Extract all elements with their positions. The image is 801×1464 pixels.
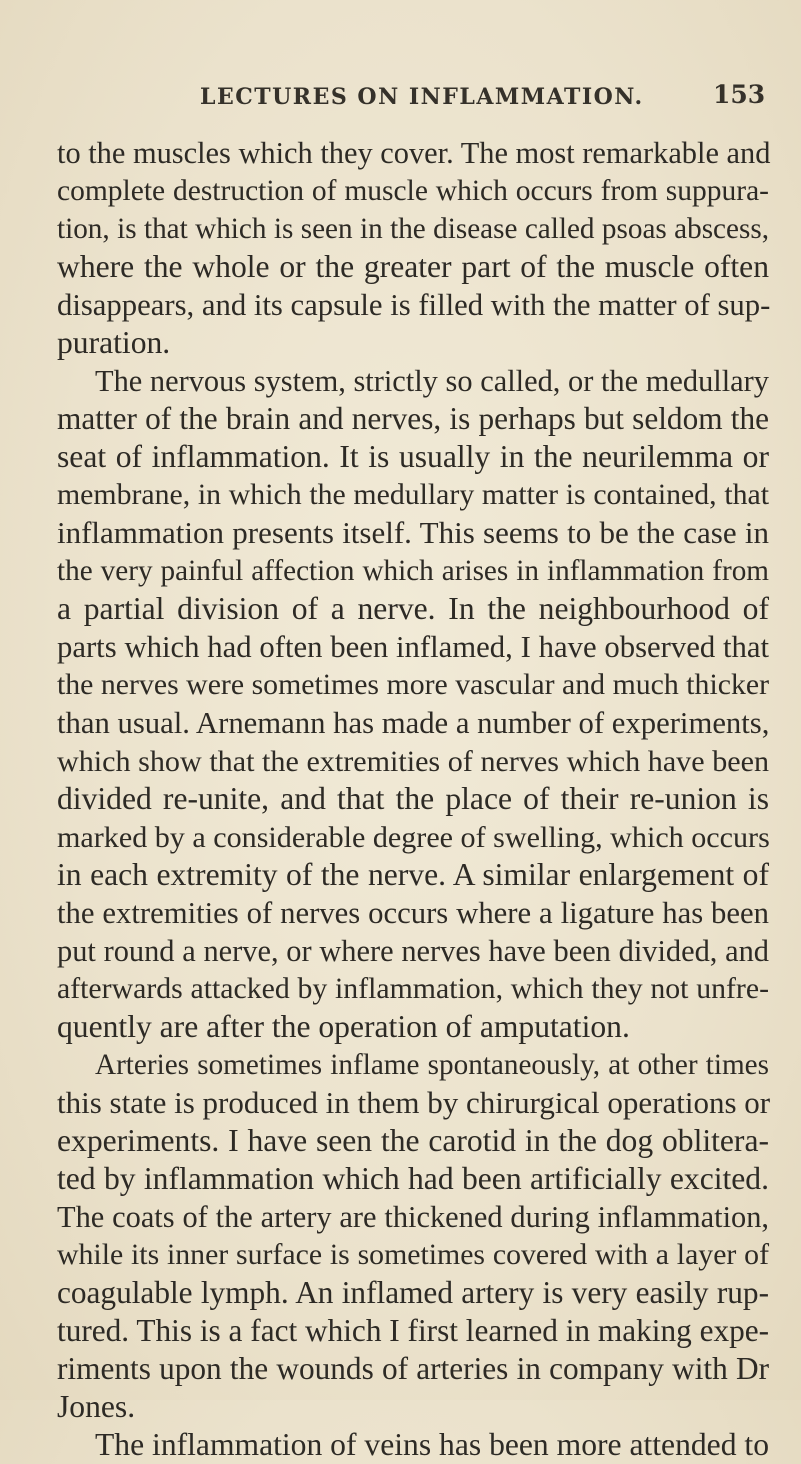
text-line: the nerves were sometimes more vascular and much thicker [57, 668, 769, 701]
text-line: membrane, in which the medullary matter is contained, that [57, 478, 769, 511]
text-line: coagulable lymph. An inflamed artery is very easily rup- [57, 1275, 769, 1310]
text-line: The nervous system, strictly so called, or the medullary [95, 364, 769, 398]
page-number: 153 [713, 80, 766, 109]
text-line: seat of inflammation. It is usually in the neurilemma or [57, 439, 769, 474]
text-line: Jones. [57, 1389, 136, 1424]
text-line: in each extremity of the nerve. A similar enlargement of [57, 857, 769, 892]
text-line: a partial division of a nerve. In the neighbourhood of [57, 591, 769, 626]
text-line: the extremities of nerves occurs where a ligature has been [57, 896, 769, 930]
text-line: divided re-unite, and that the place of their re-union is [57, 781, 769, 816]
text-line: than usual. Arnemann has made a number of experiments, [57, 706, 770, 740]
text-line: The coats of the artery are thickened during inflammation, [57, 1200, 769, 1234]
text-line: parts which had often been inflamed, I have observed that [57, 630, 769, 664]
text-line: where the whole or the greater part of the muscle often [57, 249, 769, 284]
text-line: the very painful affection which arises in inflammation from [57, 555, 769, 587]
text-line: puration. [57, 325, 171, 360]
text-line: matter of the brain and nerves, is perhaps but seldom the [57, 401, 769, 436]
body-text [57, 134, 769, 1464]
text-line: while its inner surface is sometimes covered with a layer of [57, 1238, 769, 1271]
text-line: inflammation presents itself. This seems to be the case in [57, 515, 769, 550]
text-line: quently are after the operation of amputation. [57, 1009, 630, 1044]
text-line: marked by a considerable degree of swelling, which occurs [57, 820, 770, 854]
text-line: ted by inflammation which had been artificially excited. [57, 1161, 769, 1196]
text-line: experiments. I have seen the carotid in the dog oblitera- [57, 1123, 769, 1158]
text-line: riments upon the wounds of arteries in company with Dr [57, 1351, 769, 1386]
text-line: put round a nerve, or where nerves have been divided, and [57, 934, 769, 968]
text-line: this state is produced in them by chirurgical operations or [57, 1085, 771, 1120]
text-line: complete destruction of muscle which occurs from suppura- [57, 175, 769, 207]
text-line: afterwards attacked by inflammation, which they not unfre- [57, 972, 769, 1005]
text-line: to the muscles which they cover. The most remarkable and [57, 136, 771, 170]
text-line: tion, is that which is seen in the disease called psoas abscess, [57, 213, 769, 245]
text-line: disappears, and its capsule is filled with the matter of sup- [57, 288, 771, 322]
text-line: tured. This is a fact which I first learned in making expe- [57, 1313, 770, 1348]
running-head: LECTURES ON INFLAMMATION. [200, 84, 644, 110]
text-line: The inflammation of veins has been more attended to [95, 1427, 769, 1462]
text-line: Arteries sometimes inflame spontaneously, at other times [95, 1049, 769, 1081]
text-line: which show that the extremities of nerves which have been [57, 744, 769, 778]
